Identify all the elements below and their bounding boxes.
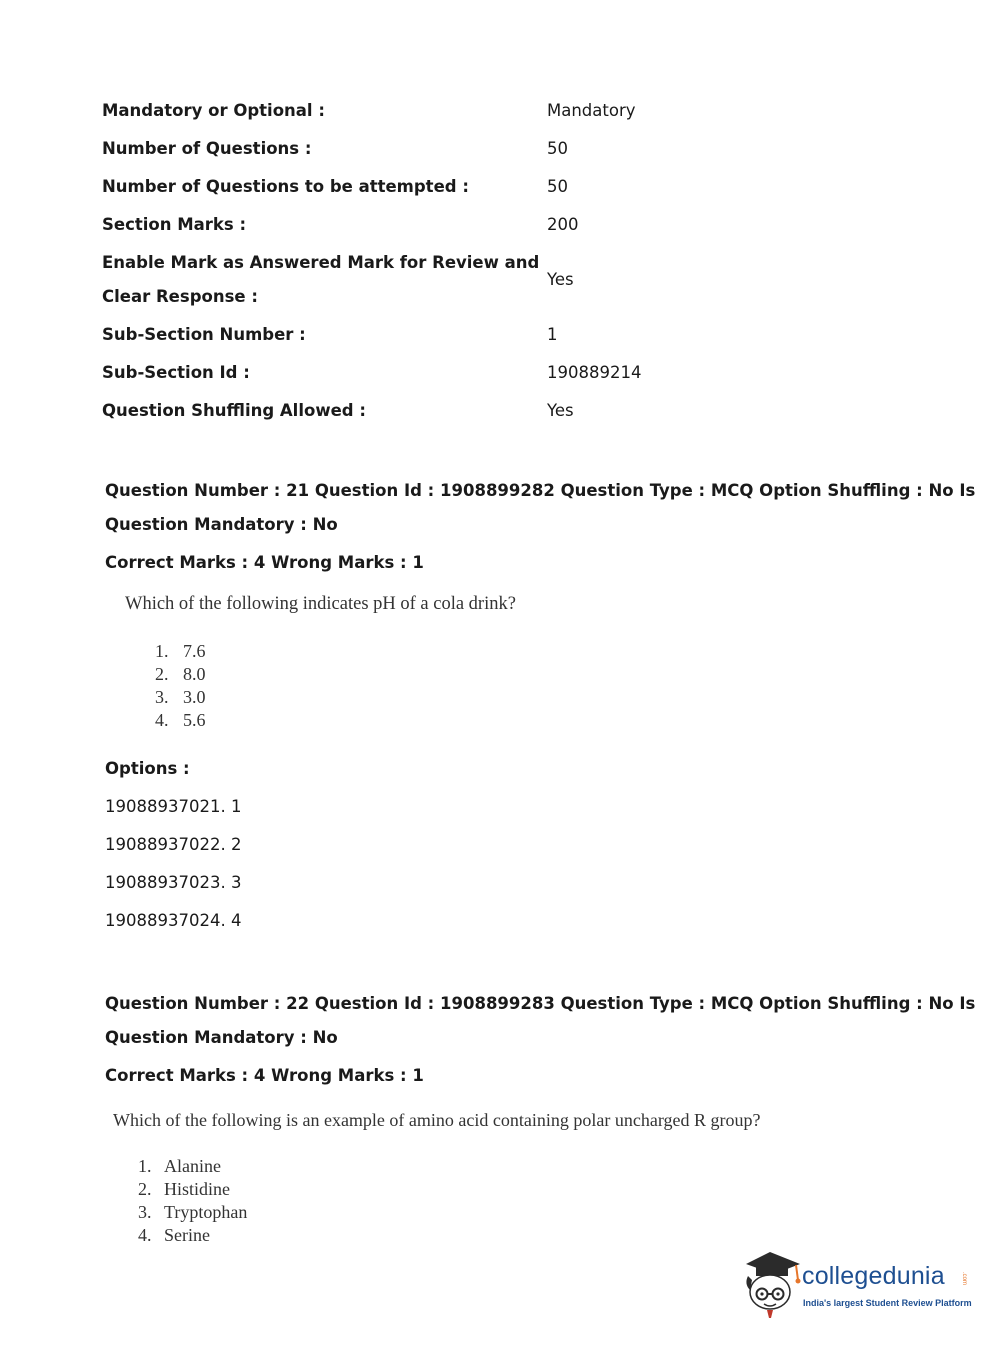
- meta-value-shuffling: Yes: [547, 401, 574, 420]
- question-21-header: Question Number : 21 Question Id : 1908899282 Question Type : MCQ Option Shuffling : No Is: [105, 481, 976, 500]
- meta-label-enable-mark-line2: Clear Response :: [102, 287, 258, 306]
- meta-value-subsection-id: 190889214: [547, 363, 642, 382]
- logo-tagline: India's largest Student Review Platform: [803, 1298, 972, 1308]
- meta-label-enable-mark-line1: Enable Mark as Answered Mark for Review and: [102, 253, 540, 272]
- question-22-marks: Correct Marks : 4 Wrong Marks : 1: [105, 1066, 424, 1085]
- question-21-choice: 2. 8.0: [155, 664, 206, 684]
- meta-value-mandatory: Mandatory: [547, 101, 636, 120]
- mascot-icon: [742, 1250, 804, 1320]
- meta-label-section-marks: Section Marks :: [102, 215, 247, 234]
- question-21-choice: 1. 7.6: [155, 641, 206, 661]
- question-21-choice: 4. 5.6: [155, 710, 206, 730]
- question-22-choice: 3. Tryptophan: [138, 1202, 248, 1222]
- question-22-mandatory: Question Mandatory : No: [105, 1028, 338, 1047]
- question-22-choice: 1. Alanine: [138, 1156, 221, 1176]
- question-22-header: Question Number : 22 Question Id : 1908899283 Question Type : MCQ Option Shuffling : No Is: [105, 994, 976, 1013]
- meta-label-num-attempted: Number of Questions to be attempted :: [102, 177, 469, 196]
- question-21-option-id: 19088937023. 3: [105, 873, 242, 892]
- collegedunia-logo: [742, 1250, 972, 1320]
- question-22-choice: 2. Histidine: [138, 1179, 230, 1199]
- meta-value-num-questions: 50: [547, 139, 568, 158]
- question-21-option-id: 19088937022. 2: [105, 835, 242, 854]
- meta-value-num-attempted: 50: [547, 177, 568, 196]
- meta-label-mandatory: Mandatory or Optional :: [102, 101, 325, 120]
- meta-value-subsection-number: 1: [547, 325, 558, 344]
- logo-suffix: .com: [961, 1272, 967, 1286]
- meta-value-section-marks: 200: [547, 215, 579, 234]
- logo-wordmark: collegedunia: [802, 1262, 945, 1290]
- meta-label-num-questions: Number of Questions :: [102, 139, 312, 158]
- meta-label-subsection-id: Sub-Section Id :: [102, 363, 250, 382]
- meta-label-shuffling: Question Shuffling Allowed :: [102, 401, 366, 420]
- question-21-option-id: 19088937021. 1: [105, 797, 242, 816]
- question-21-choice: 3. 3.0: [155, 687, 206, 707]
- question-21-options-label: Options :: [105, 759, 190, 778]
- meta-value-enable-mark: Yes: [547, 270, 574, 289]
- question-21-marks: Correct Marks : 4 Wrong Marks : 1: [105, 553, 424, 572]
- question-21-option-id: 19088937024. 4: [105, 911, 242, 930]
- meta-label-subsection-number: Sub-Section Number :: [102, 325, 306, 344]
- question-21-mandatory: Question Mandatory : No: [105, 515, 338, 534]
- question-22-text: Which of the following is an example of amino acid containing polar uncharged R group?: [113, 1110, 761, 1130]
- question-22-choice: 4. Serine: [138, 1225, 210, 1245]
- question-21-text: Which of the following indicates pH of a cola drink?: [125, 594, 516, 614]
